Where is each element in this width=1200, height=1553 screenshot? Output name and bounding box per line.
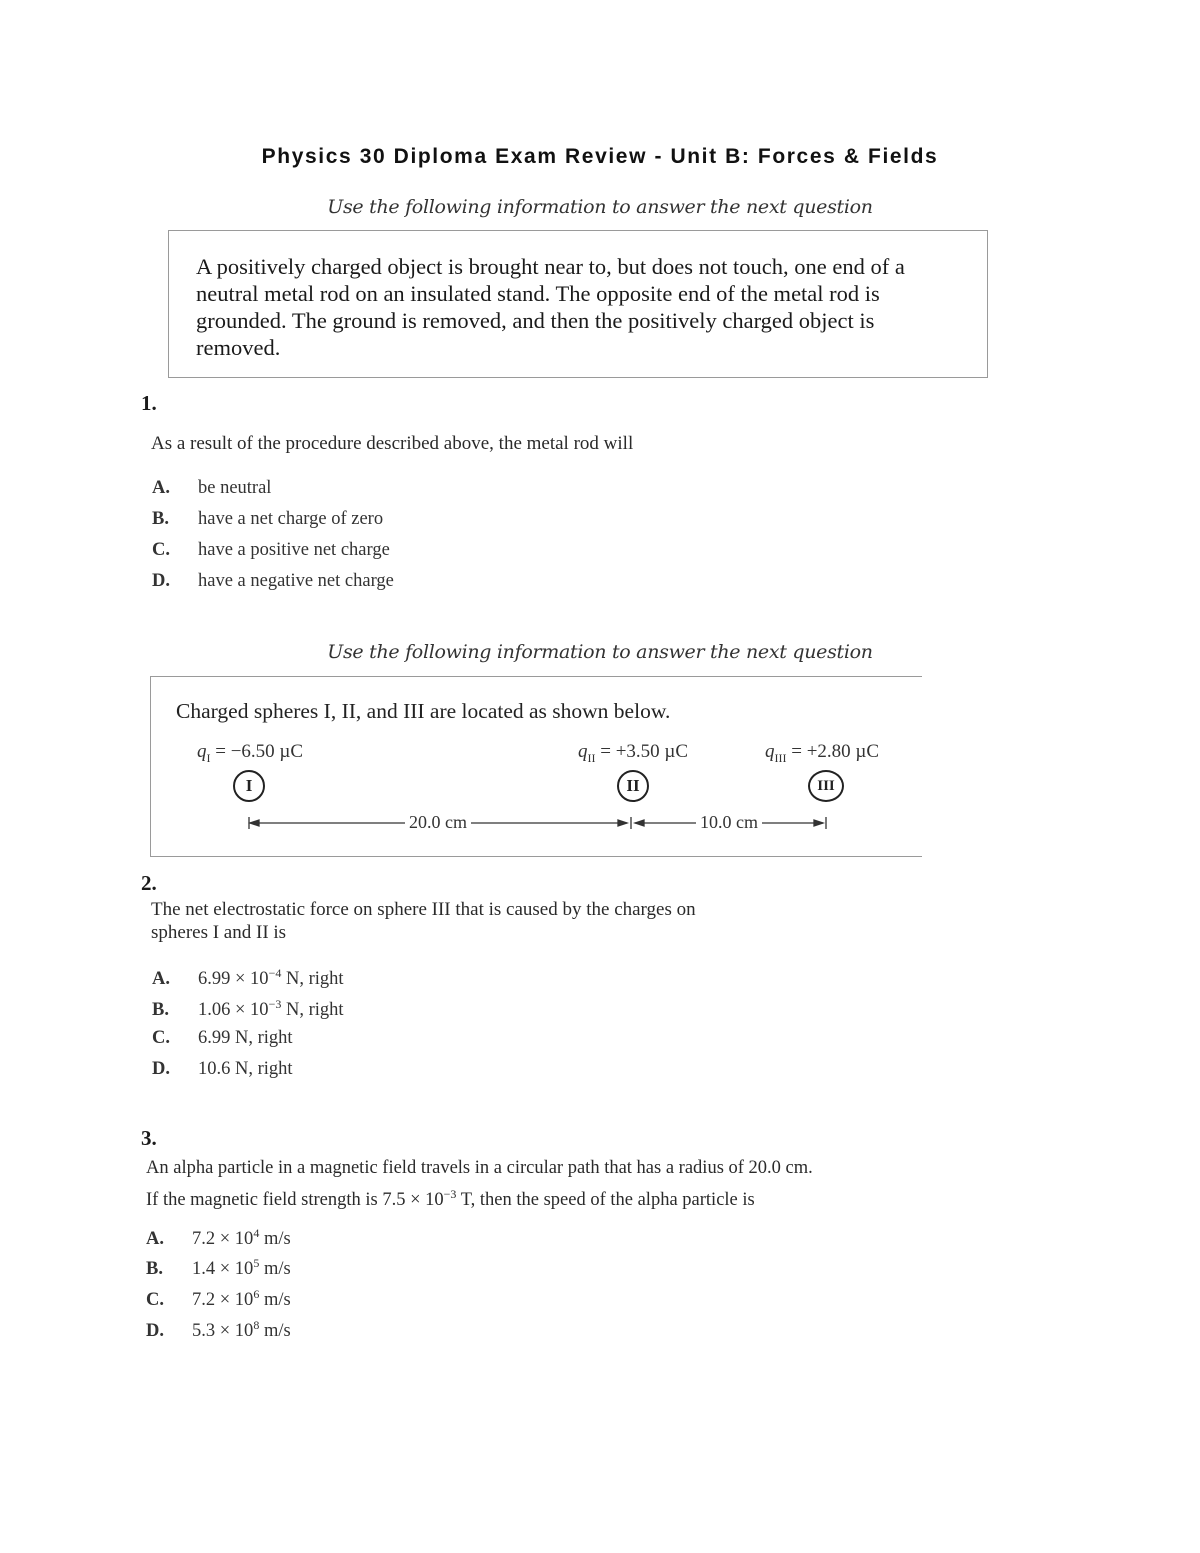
option-text: be neutral bbox=[198, 478, 272, 498]
option-1d[interactable] bbox=[152, 571, 394, 592]
info-lead-q2: Charged spheres I, II, and III are located as shown below. bbox=[176, 699, 671, 723]
option-exponent: 4 bbox=[253, 1226, 260, 1240]
option-unit: m/s bbox=[259, 1259, 291, 1280]
option-3c[interactable] bbox=[146, 1287, 291, 1311]
option-1b[interactable] bbox=[152, 509, 383, 530]
option-2b[interactable] bbox=[152, 997, 344, 1021]
option-letter: A. bbox=[146, 1229, 164, 1250]
stem-line: The net electrostatic force on sphere III that is caused by the charges on bbox=[151, 899, 696, 920]
option-mantissa: 1.4 × 10 bbox=[192, 1259, 254, 1280]
info-box-q2 bbox=[150, 676, 922, 857]
option-exponent: −4 bbox=[268, 966, 282, 980]
distance-diagram bbox=[151, 677, 921, 857]
page-title: Physics 30 Diploma Exam Review - Unit B: Forces & Fields bbox=[261, 145, 939, 168]
info-text-q1: A positively charged object is brought near to, but does not touch, one end of a neutral metal rod on an insulated stand. The opposite end of the metal rod is grounded. The ground is removed, and then the positively charged object is removed. bbox=[196, 254, 905, 360]
distance-label-1: 20.0 cm bbox=[405, 812, 471, 833]
info-box-q1 bbox=[168, 230, 988, 378]
option-1a[interactable] bbox=[152, 478, 271, 499]
distance-label-2: 10.0 cm bbox=[696, 812, 762, 833]
option-letter: C. bbox=[146, 1290, 164, 1311]
option-exponent: 8 bbox=[253, 1318, 260, 1332]
option-3d[interactable] bbox=[146, 1318, 291, 1342]
option-letter: C. bbox=[152, 1028, 170, 1048]
option-mantissa: 5.3 × 10 bbox=[192, 1321, 254, 1342]
question-number-1: 1. bbox=[141, 391, 157, 415]
charge-symbol: q bbox=[197, 741, 207, 762]
option-exponent: −3 bbox=[268, 997, 282, 1011]
option-1c[interactable] bbox=[152, 540, 390, 561]
option-2d[interactable] bbox=[152, 1059, 293, 1080]
stem-line bbox=[146, 1181, 813, 1213]
arrowhead-right bbox=[814, 820, 823, 826]
option-exponent: 5 bbox=[253, 1256, 260, 1270]
option-mantissa: 6.99 × 10 bbox=[198, 969, 269, 990]
question-stem-2 bbox=[151, 898, 696, 944]
option-letter: A. bbox=[152, 478, 170, 498]
option-2a[interactable] bbox=[152, 966, 344, 990]
question-number-3: 3. bbox=[141, 1126, 157, 1150]
option-letter: D. bbox=[152, 1059, 170, 1079]
arrowhead-mid-right bbox=[618, 820, 627, 826]
option-text: have a positive net charge bbox=[198, 540, 390, 560]
option-3a[interactable] bbox=[146, 1226, 291, 1250]
option-mantissa: 7.2 × 10 bbox=[192, 1229, 254, 1250]
option-letter: B. bbox=[152, 509, 169, 529]
option-letter: A. bbox=[152, 969, 170, 990]
stem-line: An alpha particle in a magnetic field travels in a circular path that has a radius of 20.0 cm. bbox=[146, 1158, 813, 1178]
question-stem-1: As a result of the procedure described above, the metal rod will bbox=[151, 433, 634, 454]
option-mantissa: 1.06 × 10 bbox=[198, 1000, 269, 1021]
charge-subscript: II bbox=[587, 750, 596, 765]
option-letter: B. bbox=[152, 1000, 169, 1021]
option-letter: D. bbox=[146, 1321, 164, 1342]
sphere-ii: II bbox=[617, 770, 649, 802]
option-mantissa: 7.2 × 10 bbox=[192, 1290, 254, 1311]
option-unit: m/s bbox=[259, 1321, 291, 1342]
option-text: have a net charge of zero bbox=[198, 509, 384, 529]
option-text: 10.6 N, right bbox=[198, 1059, 293, 1079]
stem-line: spheres I and II is bbox=[151, 922, 287, 943]
option-unit: N, right bbox=[281, 1000, 344, 1021]
option-2c[interactable] bbox=[152, 1028, 293, 1049]
stem-exponent: −3 bbox=[443, 1187, 457, 1201]
option-letter: B. bbox=[146, 1259, 163, 1280]
option-unit: N, right bbox=[281, 969, 344, 990]
stem-text: T, then the speed of the alpha particle is bbox=[456, 1190, 755, 1211]
option-text: have a negative net charge bbox=[198, 571, 394, 591]
charge-value: = +3.50 µC bbox=[595, 741, 689, 762]
option-exponent: 6 bbox=[253, 1287, 260, 1301]
charge-symbol: q bbox=[765, 741, 775, 762]
charge-value: = −6.50 µC bbox=[210, 741, 304, 762]
sphere-iii: III bbox=[808, 770, 844, 802]
charge-symbol: q bbox=[578, 741, 588, 762]
option-letter: C. bbox=[152, 540, 170, 560]
option-unit: m/s bbox=[259, 1229, 291, 1250]
question-stem-3 bbox=[146, 1155, 813, 1213]
option-unit: m/s bbox=[259, 1290, 291, 1311]
option-3b[interactable] bbox=[146, 1256, 291, 1280]
question-number-2: 2. bbox=[141, 871, 157, 895]
sphere-i: I bbox=[233, 770, 265, 802]
option-text: 6.99 N, right bbox=[198, 1028, 293, 1048]
instruction-text: Use the following information to answer the next question bbox=[327, 641, 873, 663]
option-letter: D. bbox=[152, 571, 170, 591]
stem-text: If the magnetic field strength is 7.5 × 10 bbox=[146, 1190, 444, 1211]
arrowhead-left bbox=[250, 820, 259, 826]
charge-subscript: I bbox=[206, 750, 211, 765]
instruction-text: Use the following information to answer the next question bbox=[327, 196, 873, 218]
charge-subscript: III bbox=[774, 750, 787, 765]
charge-value: = +2.80 µC bbox=[786, 741, 880, 762]
